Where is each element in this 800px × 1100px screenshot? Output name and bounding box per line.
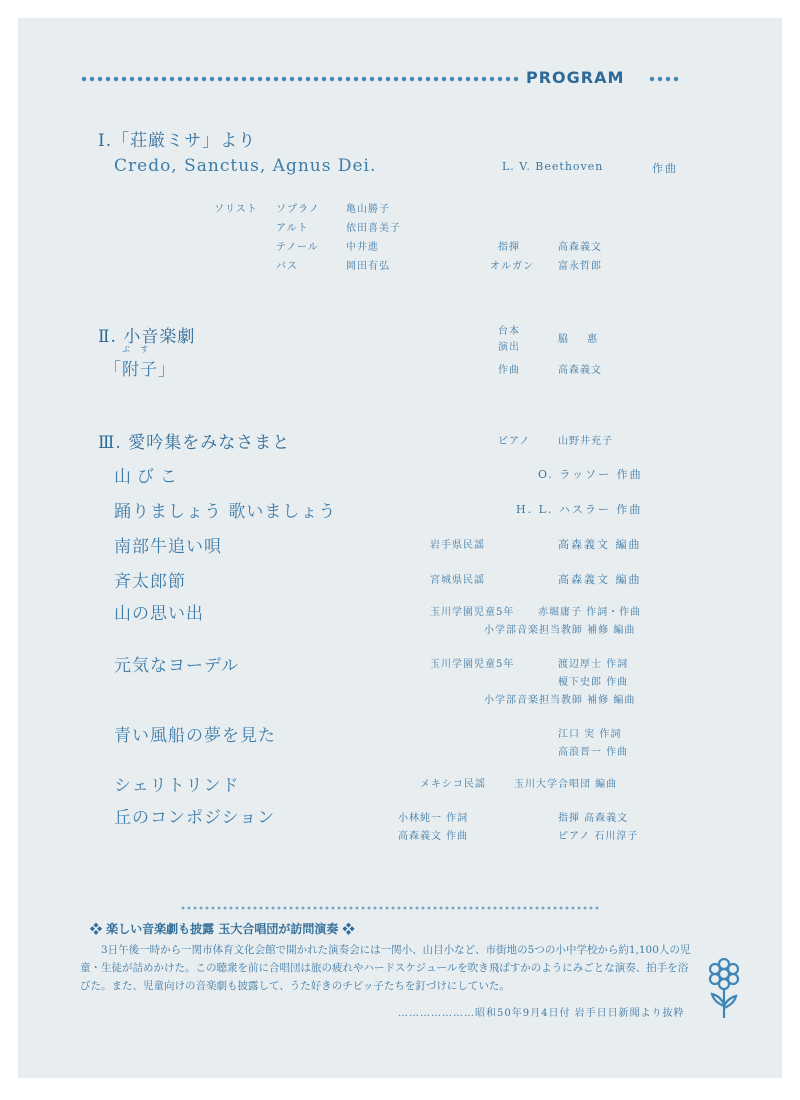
conductor-name: 高森義文 [558,242,602,253]
soloist-part: アルト [276,223,309,234]
conductor-label: 指揮 [498,242,520,253]
news-headline: ❖ 楽しい音楽劇も披露 玉大合唱団が訪問演奏 ❖ [90,922,355,936]
organ-name: 富永哲郎 [558,261,602,272]
song-pianist: ピアノ 石川淳子 [558,831,639,842]
song-credit: 高森義文 編曲 [558,573,642,586]
news-source: …………………昭和50年9月4日付 岩手日日新聞より抜粋 [398,1008,685,1019]
song-origin: 玉川学園児童5年 [430,607,515,618]
song-credit: 高森義文 編曲 [558,538,642,551]
song-conductor: 指揮 高森義文 [558,813,629,824]
section1-composer-role: 作曲 [652,162,678,175]
news-body: 3日午後一時から一関市体育文化会館で開かれた演奏会には一関小、山目小など、市街地の5つの小中学校から約1,100人の児童・生徒が詰めかけた。この聴衆を前に合唱団は旅の疲れやハードスケジュールを吹き飛ばすかのようにみごとな演奏、拍手を浴びた。また、児童向けの音楽劇も披露して、うた好きのチビッ子たちを釘づけにしていた。 [80,944,691,992]
song-credit: 小学部音楽担当教師 補修 編曲 [484,625,636,636]
song-credit: 江口 実 作詞 [558,729,622,740]
soloist-name: 亀山勝子 [346,204,390,215]
song-title: 山びこ [114,467,183,487]
compose-name: 高森義文 [558,365,602,376]
program-page [18,18,782,1078]
song-credit: 赤堀庸子 作詞・作曲 [538,607,642,618]
song-title: 南部牛追い唄 [114,537,222,557]
page-title: PROGRAM [526,68,625,87]
song-title: 元気なヨーデル [114,656,240,676]
header-rule-left [80,75,520,83]
piano-label: ピアノ [498,436,531,447]
song-credit: 高浪晋一 作曲 [558,747,629,758]
news-separator [180,905,600,911]
section1-subtitle: Credo, Sanctus, Agnus Dei. [114,156,377,176]
song-credit: 渡辺厚士 作詞 [558,659,629,670]
section2-title: Ⅱ. 小音楽劇 [98,327,196,347]
song-title: 丘のコンポジション [114,808,276,828]
script-label: 台本 [498,326,520,337]
soloist-part: ソプラノ [276,204,320,215]
song-origin: メキシコ民謡 [420,779,486,790]
song-origin: 宮城県民謡 [430,575,485,586]
soloist-name: 中井進 [346,242,379,253]
song-credit: 玉川大学合唱団 編曲 [514,779,618,790]
song-title: 青い風船の夢を見た [114,726,276,746]
piano-name: 山野井充子 [558,436,613,447]
soloist-label: ソリスト [214,204,258,215]
song-title: 斉太郎節 [114,572,186,592]
script-name: 脇 惠 [558,334,606,345]
song-credit: 小学部音楽担当教師 補修 編曲 [484,695,636,706]
song-title: 山の思い出 [114,604,204,624]
work-ruby: ぶ す [122,345,153,354]
direction-label: 演出 [498,342,520,353]
song-origin: 岩手県民謡 [430,540,485,551]
song-origin: 玉川学園児童5年 [430,659,515,670]
organ-label: オルガン [490,261,534,272]
section3-title: Ⅲ. 愛吟集をみなさまと [98,433,291,453]
song-title: シェリトリンド [114,776,240,796]
section1-title: Ⅰ.「荘厳ミサ」より [98,131,257,151]
flower-icon [704,958,744,1026]
soloist-part: バス [276,261,298,272]
song-lyricist: 小林純一 作詞 [398,813,469,824]
header-rule-right [648,75,682,83]
soloist-name: 依田喜美子 [346,223,401,234]
song-credit: O. ラッソー 作曲 [538,468,643,481]
soloist-name: 岡田有弘 [346,261,390,272]
song-credit: 榎下史郎 作曲 [558,677,629,688]
section1-composer: L. V. Beethoven [502,160,604,173]
song-composer: 高森義文 作曲 [398,831,469,842]
soloist-part: テノール [276,242,319,253]
song-credit: H. L. ハスラー 作曲 [516,503,643,516]
compose-label: 作曲 [498,365,520,376]
song-title: 踊りましょう 歌いましょう [114,502,337,522]
section2-work: 「附子」 [104,360,176,380]
